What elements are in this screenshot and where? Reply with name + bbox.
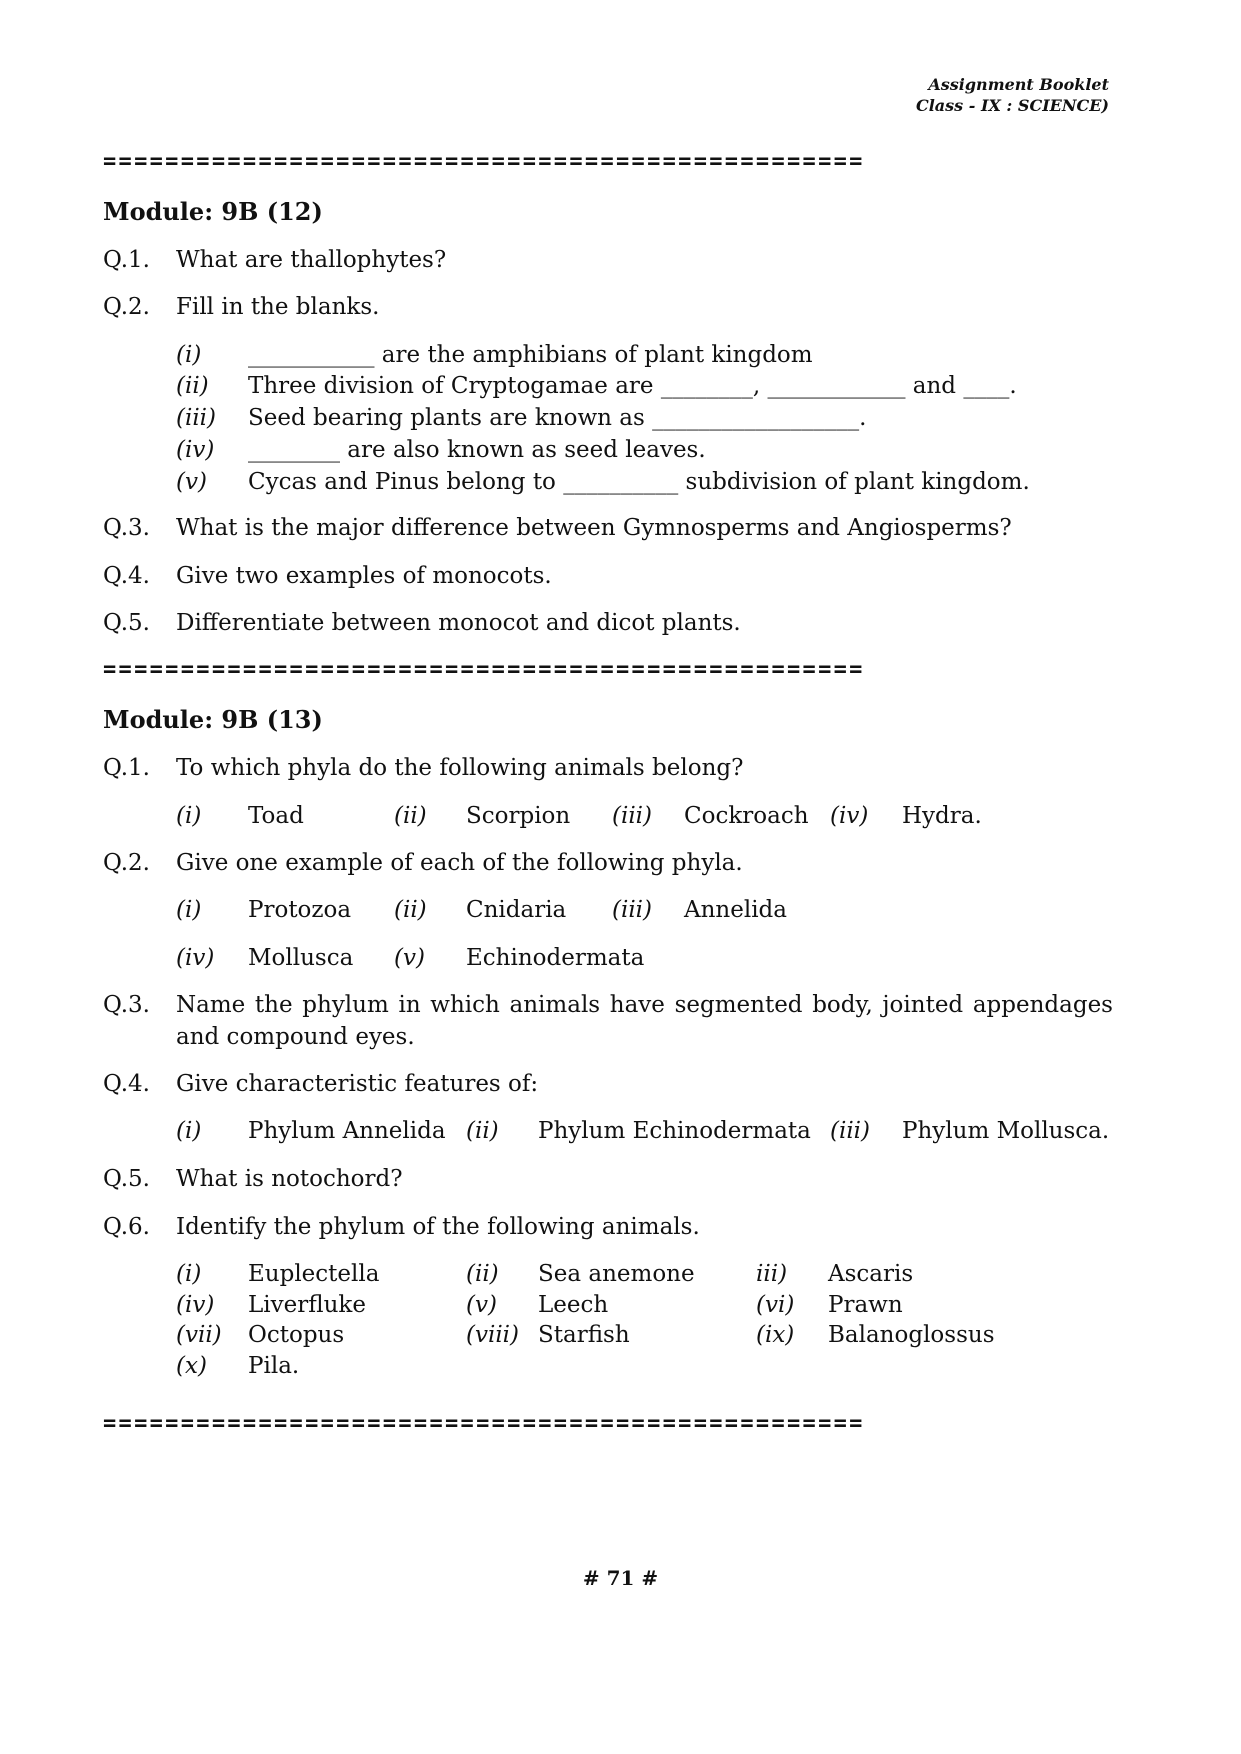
item-numeral: (iv) — [176, 437, 215, 463]
question-number: Q.1. — [103, 755, 150, 781]
item-text: Mollusca — [248, 945, 354, 971]
question-number: Q.3. — [103, 515, 150, 541]
question-number: Q.5. — [103, 610, 150, 636]
module-12-title: Module: 9B (12) — [103, 197, 323, 226]
item-numeral: (ix) — [756, 1322, 795, 1348]
item-text: Toad — [248, 803, 304, 829]
item-numeral: (iii) — [612, 897, 653, 923]
item-numeral: (ii) — [394, 803, 427, 829]
item-numeral: (v) — [394, 945, 425, 971]
page-header — [916, 74, 1109, 116]
question-text: What is the major difference between Gymnosperms and Angiosperms? — [176, 515, 1012, 541]
question-text: Give one example of each of the following phyla. — [176, 850, 743, 876]
item-numeral: (i) — [176, 1118, 202, 1144]
separator-rule: ================================================= — [103, 660, 865, 680]
item-text: Sea anemone — [538, 1261, 695, 1287]
item-text: Cycas and Pinus belong to __________ subdivision of plant kingdom. — [248, 469, 1030, 495]
item-numeral: (i) — [176, 803, 202, 829]
question-number: Q.4. — [103, 563, 150, 589]
item-text: Balanoglossus — [828, 1322, 995, 1348]
item-numeral: (vi) — [756, 1292, 795, 1318]
item-numeral: (x) — [176, 1353, 207, 1379]
question-text: Give two examples of monocots. — [176, 563, 552, 589]
item-numeral: (iv) — [830, 803, 869, 829]
question-number: Q.6. — [103, 1214, 150, 1240]
item-numeral: (iii) — [176, 405, 217, 431]
item-text: Starfish — [538, 1322, 630, 1348]
item-text: Hydra. — [902, 803, 982, 829]
question-text: Name the phylum in which animals have segmented body, jointed appendages and compound eyes. — [176, 992, 1113, 1050]
item-text: Echinodermata — [466, 945, 645, 971]
item-numeral: (viii) — [466, 1322, 520, 1348]
item-numeral: (ii) — [176, 373, 209, 399]
separator-rule: ================================================= — [103, 152, 865, 172]
item-text: Phylum Echinodermata — [538, 1118, 811, 1144]
item-text: Leech — [538, 1292, 609, 1318]
item-numeral: (i) — [176, 1261, 202, 1287]
item-numeral: (i) — [176, 897, 202, 923]
question-text: Differentiate between monocot and dicot plants. — [176, 610, 741, 636]
item-numeral: (v) — [176, 469, 207, 495]
item-numeral: (ii) — [466, 1118, 499, 1144]
item-text: Cnidaria — [466, 897, 567, 923]
item-numeral: (vii) — [176, 1322, 222, 1348]
item-text: Phylum Mollusca. — [902, 1118, 1110, 1144]
question-number: Q.2. — [103, 294, 150, 320]
item-text: Euplectella — [248, 1261, 380, 1287]
item-numeral: (iii) — [612, 803, 653, 829]
separator-rule: ================================================= — [103, 1414, 865, 1434]
module-13-title: Module: 9B (13) — [103, 705, 323, 734]
item-numeral: (ii) — [394, 897, 427, 923]
item-text: Protozoa — [248, 897, 352, 923]
item-text: ___________ are the amphibians of plant kingdom — [248, 342, 813, 368]
item-text: Three division of Cryptogamae are ________, ____________ and ____. — [248, 373, 1017, 399]
question-number: Q.3. — [103, 992, 150, 1018]
item-numeral: iii) — [756, 1261, 788, 1287]
item-text: Ascaris — [828, 1261, 914, 1287]
item-text: Prawn — [828, 1292, 903, 1318]
question-number: Q.1. — [103, 247, 150, 273]
item-numeral: (ii) — [466, 1261, 499, 1287]
question-text: Identify the phylum of the following animals. — [176, 1214, 700, 1240]
item-text: Annelida — [684, 897, 787, 923]
item-text: Seed bearing plants are known as __________________. — [248, 405, 867, 431]
question-number: Q.4. — [103, 1071, 150, 1097]
item-text: Scorpion — [466, 803, 571, 829]
header-booklet-title: Assignment Booklet — [928, 75, 1109, 94]
item-text: Liverfluke — [248, 1292, 366, 1318]
question-text: What is notochord? — [176, 1166, 403, 1192]
item-numeral: (iii) — [830, 1118, 871, 1144]
item-text: Pila. — [248, 1353, 300, 1379]
item-text: Octopus — [248, 1322, 345, 1348]
item-numeral: (iv) — [176, 1292, 215, 1318]
question-text: Give characteristic features of: — [176, 1071, 539, 1097]
header-class-subject: Class - IX : SCIENCE) — [915, 96, 1109, 115]
question-text: What are thallophytes? — [176, 247, 447, 273]
item-numeral: (v) — [466, 1292, 497, 1318]
question-text: Fill in the blanks. — [176, 294, 380, 320]
item-numeral: (iv) — [176, 945, 215, 971]
question-number: Q.2. — [103, 850, 150, 876]
item-text: Cockroach — [684, 803, 809, 829]
item-numeral: (i) — [176, 342, 202, 368]
item-text: Phylum Annelida — [248, 1118, 446, 1144]
item-text: ________ are also known as seed leaves. — [248, 437, 706, 463]
question-text: To which phyla do the following animals belong? — [176, 755, 744, 781]
question-number: Q.5. — [103, 1166, 150, 1192]
page-number: # 71 # — [582, 1566, 659, 1590]
